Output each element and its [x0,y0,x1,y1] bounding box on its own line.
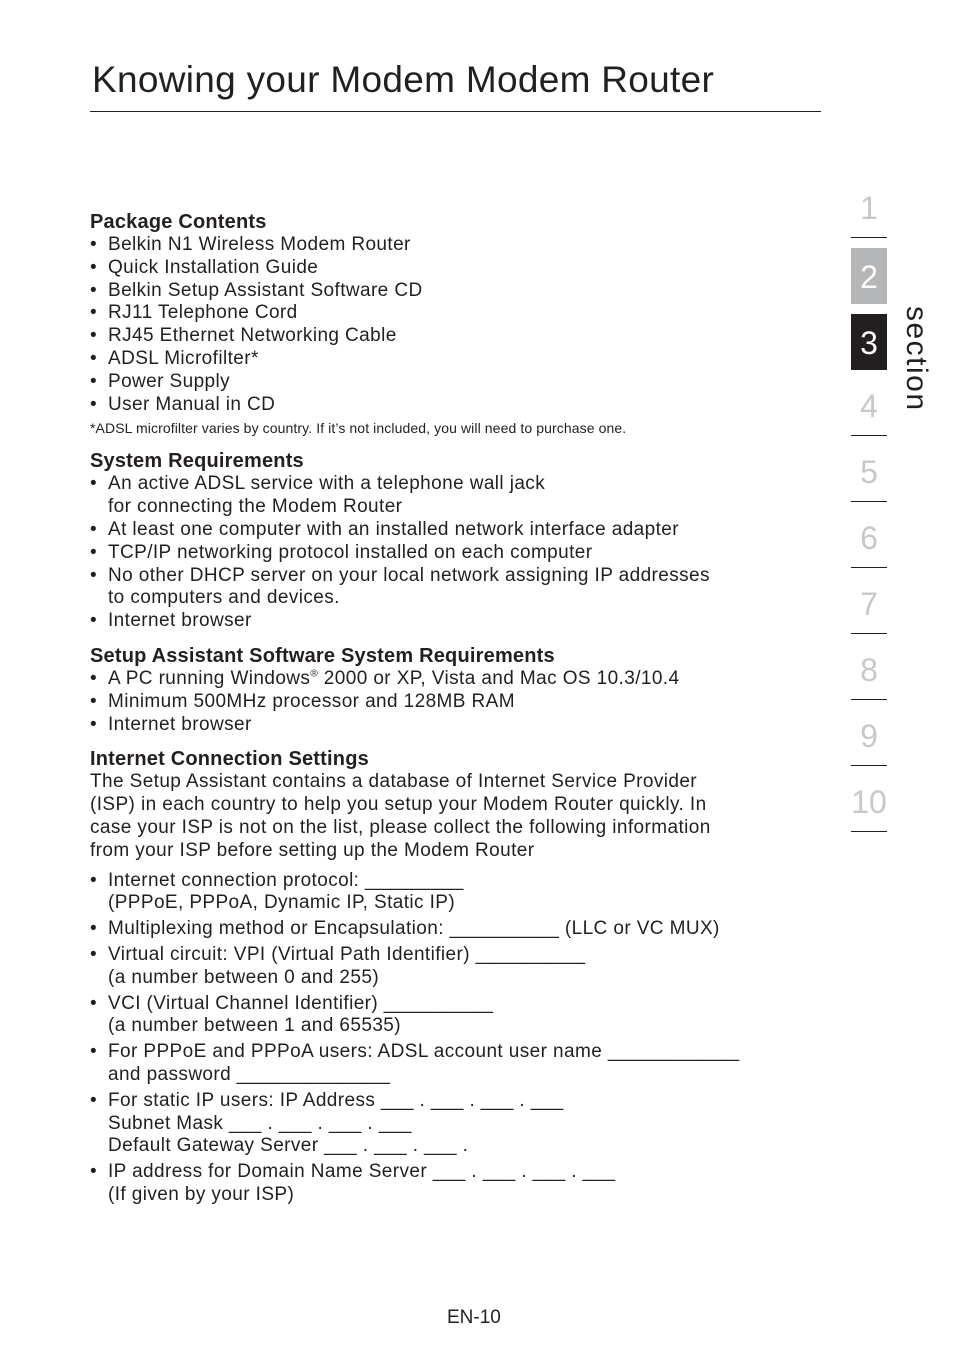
section-tab-5: 5 [851,436,887,502]
section-tab-8: 8 [851,634,887,700]
list-item: • RJ11 Telephone Cord [90,302,825,325]
section-tab-7: 7 [851,568,887,634]
list-item: • Minimum 500MHz processor and 128MB RAM [90,691,825,714]
list-item: • Internet browser [90,714,825,737]
connection-settings-intro: The Setup Assistant contains a database of Internet Service Provider (ISP) in each country to help you setup your Modem Router quickly. In case your ISP is not on the list, please collect the following information from your ISP before setting up the Modem Router [90,771,711,861]
section-tab-3-current: 3 [851,314,887,370]
section-tab-9: 9 [851,700,887,766]
list-item: • Belkin Setup Assistant Software CD [90,280,825,303]
section-tab-6: 6 [851,502,887,568]
section-tab-4: 4 [851,370,887,436]
section-tab-1: 1 [851,172,887,238]
list-item: • For PPPoE and PPPoA users: ADSL account user name ____________ and password ______________ [90,1041,825,1087]
section-label: section [900,306,933,412]
package-contents-section [90,210,825,438]
main-content [90,210,825,1218]
setup-assistant-heading: Setup Assistant Software System Requirements [90,644,555,667]
connection-settings-list [90,870,825,1207]
list-item: • Quick Installation Guide [90,257,825,280]
list-item: • Belkin N1 Wireless Modem Router [90,234,825,257]
list-item: • VCI (Virtual Channel Identifier) __________ (a number between 1 and 65535) [90,993,825,1039]
list-item: • Internet connection protocol: _________ (PPPoE, PPPoA, Dynamic IP, Static IP) [90,870,825,916]
list-item: • User Manual in CD [90,394,825,417]
page-number: EN-10 [447,1307,501,1328]
list-item: • ADSL Microfilter* [90,348,825,371]
list-item: • Multiplexing method or Encapsulation: __________ (LLC or VC MUX) [90,918,825,941]
page-title: Knowing your Modem Modem Router [92,59,715,100]
setup-assistant-section [90,644,825,736]
list-item: • RJ45 Ethernet Networking Cable [90,325,825,348]
system-requirements-heading: System Requirements [90,450,304,473]
microfilter-footnote: *ADSL microfilter varies by country. If it’s not included, you will need to purchase one. [90,420,627,437]
list-item: • An active ADSL service with a telephone wall jack for connecting the Modem Router [90,473,825,519]
title-divider [90,111,821,112]
list-item: • TCP/IP networking protocol installed on each computer [90,542,825,565]
package-contents-list [90,234,825,416]
list-item: • No other DHCP server on your local network assigning IP addresses to computers and devices. [90,565,825,611]
section-tab-2: 2 [851,248,887,304]
list-item: • A PC running Windows® 2000 or XP, Vista and Mac OS 10.3/10.4 [90,668,825,691]
list-item: • Internet browser [90,610,825,633]
section-nav [851,172,887,832]
connection-settings-heading: Internet Connection Settings [90,748,369,771]
list-item: • At least one computer with an installed network interface adapter [90,519,825,542]
connection-settings-section [90,747,825,1206]
system-requirements-list [90,473,825,633]
package-contents-heading: Package Contents [90,211,267,233]
list-item: • Power Supply [90,371,825,394]
setup-assistant-list [90,668,825,736]
list-item: • For static IP users: IP Address ___ . ___ . ___ . ___ Subnet Mask ___ . ___ . ___ . ___ Default Gateway Server ___ . ___ . ___ . [90,1090,825,1158]
list-item: • Virtual circuit: VPI (Virtual Path Identifier) __________ (a number between 0 and 255) [90,944,825,990]
section-tab-10: 10 [851,766,887,832]
list-item: • IP address for Domain Name Server ___ . ___ . ___ . ___ (If given by your ISP) [90,1161,825,1207]
system-requirements-section [90,449,825,633]
